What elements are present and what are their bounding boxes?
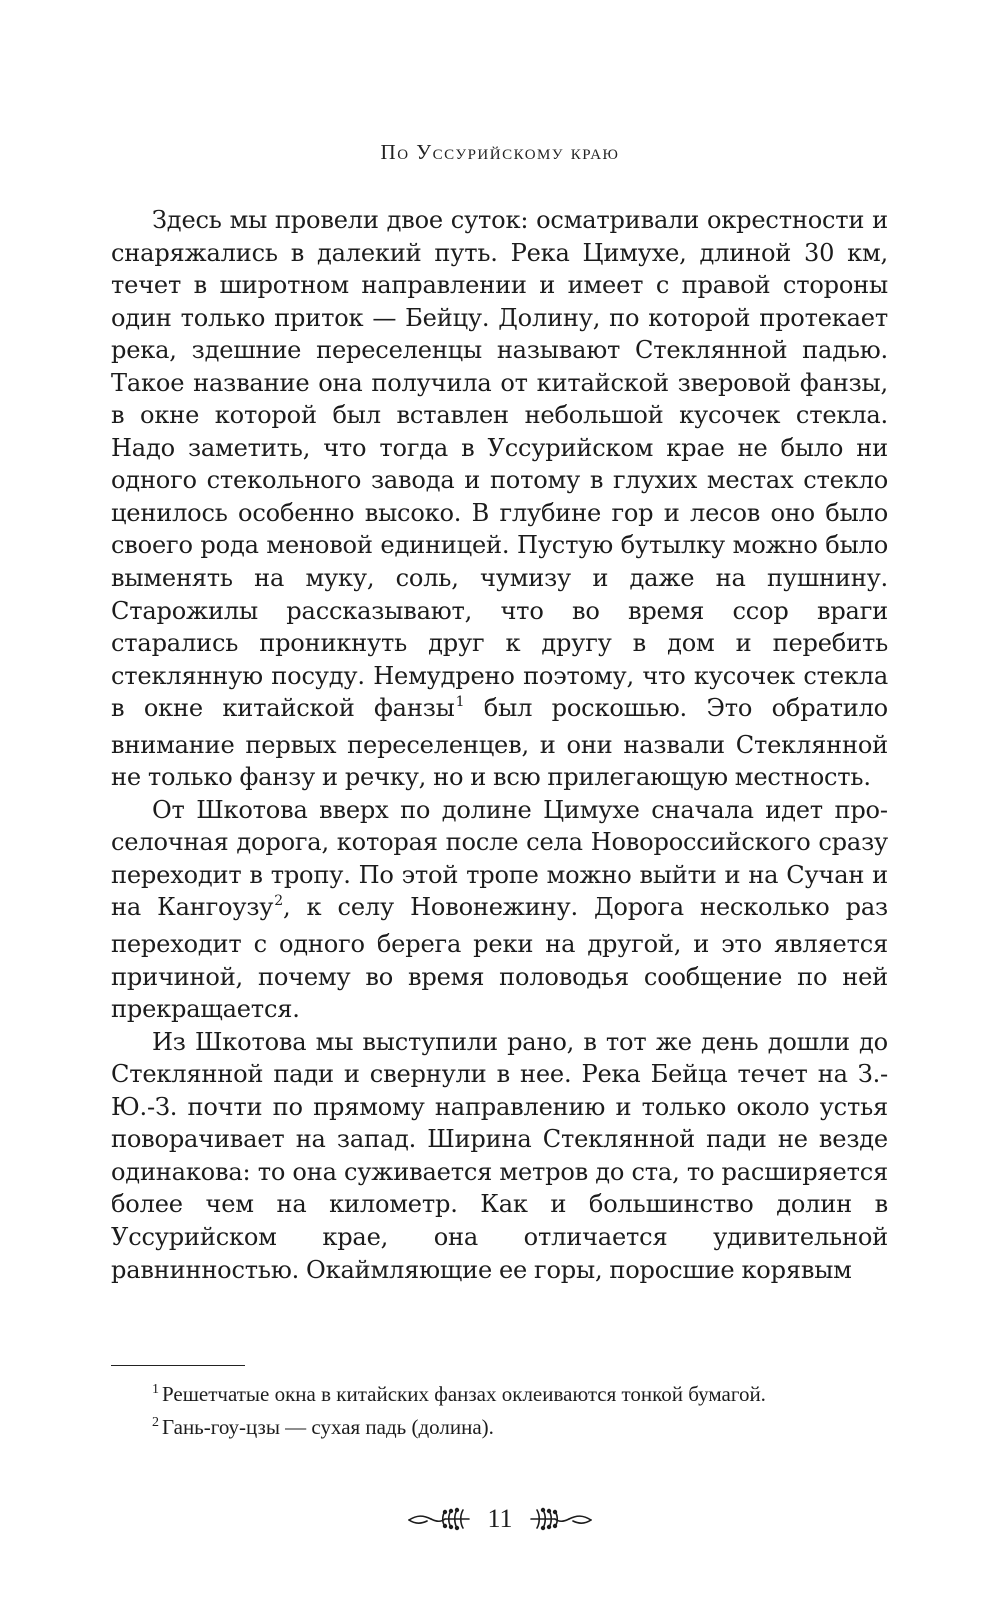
footnote-2-number: 2 bbox=[152, 1414, 159, 1430]
footnote-ref-2: 2 bbox=[274, 893, 283, 910]
footnote-1-text: Решетчатые окна в китайских фанзах оклеиваются тонкой бумагой. bbox=[162, 1382, 766, 1406]
paragraph-1-text-a: Здесь мы провели двое суток: осматривали окрестности и снаряжались в далекий путь. Река Цимухе, длиной 30 км, течет в широтном направлении и имеет с правой стороны один только приток — Бейцу. Долину, по которой протекает река, здешние переселенцы называют Стеклянной падью. Такое название она получила от китайской зверовой фанзы, в окне которой был вставлен небольшой кусочек стекла. Надо заметить, что тогда в Уссурийском крае не было ни одного стекольного завода и потому в глухих местах стекло ценилось особенно высоко. В глубине гор и лесов оно было своего рода меновой единицей. Пустую бутылку можно было выменять на муку, соль, чумизу и даже на пушнину. Старожилы рассказывают, что во время ссор враги старались проникнуть друг к другу в дом и перебить стеклянную посуду. Немудрено поэтому, что кусочек стекла в окне китайской фанзы bbox=[111, 206, 888, 723]
page-footer bbox=[0, 1499, 1000, 1539]
running-head: По Уссурийскому краю bbox=[380, 140, 620, 164]
body-text bbox=[111, 204, 888, 1286]
footnote-separator bbox=[111, 1365, 245, 1366]
flourish-right-icon bbox=[527, 1506, 593, 1532]
paragraph-2 bbox=[111, 794, 888, 1026]
footnote-2-text: Гань-гоу-цзы — сухая падь (долина). bbox=[162, 1414, 494, 1439]
flourish-left-icon bbox=[407, 1506, 473, 1532]
paragraph-3 bbox=[111, 1026, 888, 1286]
footnote-1 bbox=[111, 1380, 888, 1413]
footnotes bbox=[111, 1380, 888, 1445]
footnote-2 bbox=[111, 1413, 888, 1446]
paragraph-2-text-a: От Шкотова вверх по долине Цимухе сначала идет проселочная дорога, которая после села Новороссийского сразу переходит в тропу. По этой тропе можно выйти и на Сучан и на Кангоузу bbox=[111, 795, 888, 922]
paragraph-2-text-b: , к селу Новонежину. Дорога несколько раз переходит с одного берега реки на другой, и это является причиной, почему во время половодья сообщение по ней прекращается. bbox=[111, 893, 889, 1024]
paragraph-1 bbox=[111, 204, 888, 794]
footnote-ref-1: 1 bbox=[455, 694, 465, 711]
paragraph-1-text-b: был роскошью. Это обратило внимание первых переселенцев, и они назвали Стеклянной не только фанзу и речку, но и всю прилегающую местность. bbox=[111, 694, 888, 792]
footnote-1-number: 1 bbox=[152, 1382, 159, 1397]
page-number: 11 bbox=[487, 1504, 513, 1533]
paragraph-3-text: Из Шкотова мы выступили рано, в тот же день дошли до Стеклянной пади и свернули в нее. Река Бейца течет на З.-Ю.-З. почти по прямому направлению и только около устья поворачивает на запад. Ширина Стеклянной пади не везде одинакова: то она суживается метров до ста, то расширяется более чем на километр. Как и большинство долин в Уссурийском крае, она отличается удивительной равнинностью. Окаймляющие ее горы, поросшие корявым bbox=[111, 1027, 888, 1284]
